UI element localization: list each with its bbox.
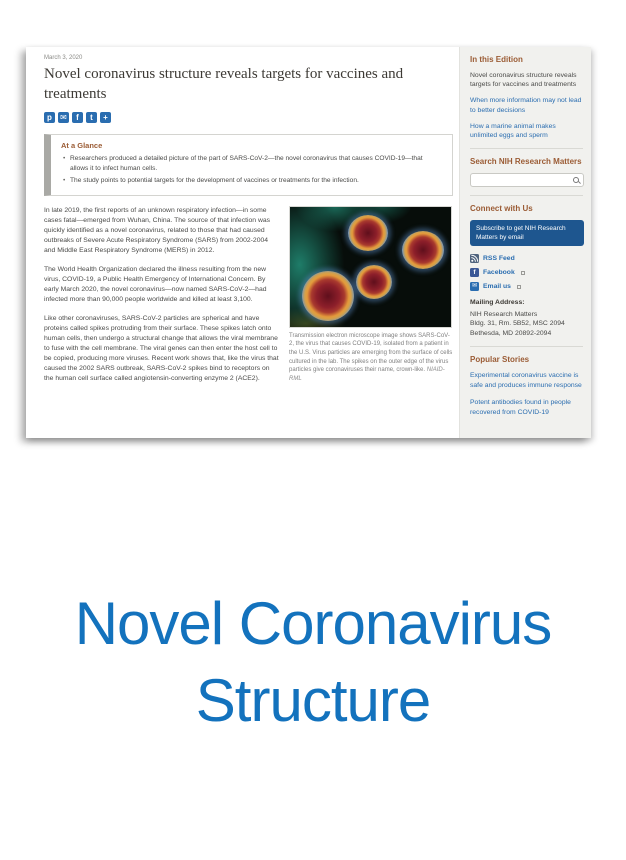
figure-credit: NIAID-RML (289, 367, 445, 383)
external-link-icon (517, 285, 521, 289)
article-figure (289, 206, 453, 394)
email-icon[interactable]: ✉ (58, 112, 69, 123)
figure-caption (289, 332, 453, 384)
sidebar-item-article-link[interactable]: When more information may not lead to better decisions (470, 97, 582, 114)
virus-particle (302, 271, 354, 321)
rss-feed-label: RSS Feed (483, 255, 515, 263)
virus-particle (356, 265, 392, 299)
mailing-address-heading: Mailing Address: (470, 299, 525, 307)
subscribe-button[interactable]: Subscribe to get NIH Research Matters by email (470, 220, 584, 246)
sidebar-item-article-link[interactable]: How a marine animal makes unlimited eggs and sperm (470, 122, 556, 139)
article-title: Novel coronavirus structure reveals targets for vaccines and treatments (44, 66, 404, 102)
popular-stories-heading: Popular Stories (470, 355, 530, 365)
sars-cov-2-micrograph-image (289, 206, 452, 328)
slide-title-line1: Novel Coronavirus (74, 590, 552, 657)
virus-particle (348, 215, 388, 251)
sidebar-divider (470, 346, 583, 347)
slide-title-line2: Structure (195, 667, 431, 734)
facebook-link[interactable] (470, 268, 583, 277)
article-page-screenshot (26, 47, 591, 438)
sidebar (459, 47, 591, 438)
article-body (44, 206, 453, 394)
article-paragraph: The World Health Organization declared the illness resulting from the new virus, COVID-19, a Public Health Emergency of International Concern. By early March 2020, the novel coronavirus—now named SARS-CoV-2—had infected more than 90,000 people worldwide and killed at least 3,100. (44, 265, 267, 304)
mailing-address-line: Bldg. 31, Rm. 5B52, MSC 2094 (470, 320, 565, 328)
search-input[interactable] (471, 180, 583, 192)
search-icon[interactable] (573, 177, 579, 183)
search-heading: Search NIH Research Matters (470, 157, 582, 167)
share-toolbar (44, 112, 453, 123)
facebook-icon: f (470, 268, 479, 277)
popular-story-link[interactable]: Experimental coronavirus vaccine is safe and produces immune response (470, 372, 582, 389)
article-paragraph: In late 2019, the first reports of an unknown respiratory infection—in some cases fatal—emerged from Wuhan, China. The source of that infection was quickly identified as a novel coronavirus, related to those that had caused outbreaks of Severe Acute Respiratory Syndrome (SARS) from 2002-2004 and Middle East Respiratory Syndrome (MERS) in 2012. (44, 206, 271, 254)
email-us-label: Email us (483, 283, 511, 291)
mailing-address-line: NIH Research Matters (470, 310, 538, 318)
at-a-glance-heading: At a Glance (61, 141, 103, 150)
virus-particle (402, 231, 444, 269)
external-link-icon (521, 271, 525, 275)
at-a-glance-box (44, 134, 453, 196)
twitter-icon[interactable]: t (86, 112, 97, 123)
at-a-glance-bullet: • Researchers produced a detailed picture of the part of SARS-CoV-2—the novel coronavirus that causes COVID-19—that allows it to infect human cells. (61, 154, 442, 174)
figure-caption-text: Transmission electron microscope image shows SARS-CoV-2, the virus that causes COVID-19, isolated from a patient in the U.S. Virus particles are emerging from the surface of cells cultured in the lab. The spikes on the outer edge of the virus particles give coronaviruses their name, crown-like. (289, 332, 453, 374)
email-icon: ✉ (471, 283, 478, 290)
at-a-glance-list (61, 154, 442, 186)
rss-feed-link[interactable] (470, 254, 583, 263)
mailing-address-line: Bethesda, MD 20892-2094 (470, 329, 552, 337)
sidebar-item-current-article: Novel coronavirus structure reveals targets for vaccines and treatments (470, 72, 577, 89)
at-a-glance-bullet: • The study points to potential targets for the development of vaccines or treatments for the infection. (61, 176, 442, 186)
article-date: March 3, 2020 (44, 55, 83, 61)
facebook-icon[interactable]: f (72, 112, 83, 123)
share-plus-icon[interactable]: + (100, 112, 111, 123)
pinterest-icon[interactable]: p (44, 112, 55, 123)
article-main-column (26, 47, 459, 438)
connect-heading: Connect with Us (470, 204, 533, 214)
in-this-edition-heading: In this Edition (470, 55, 523, 64)
mailing-address (470, 298, 583, 338)
popular-story-link[interactable]: Potent antibodies found in people recovered from COVID-19 (470, 399, 571, 416)
article-text-column (44, 206, 280, 394)
article-paragraph: Like other coronaviruses, SARS-CoV-2 particles are spherical and have proteins called spikes protruding from their surface. These spikes latch onto human cells, then undergo a structural change that allows the viral membrane to fuse with the cell membrane. The viral genes can then enter the host cell to be copied, producing more viruses. Recent work shows that, like the virus that caused the 2002 SARS outbreak, SARS-CoV-2 spikes bind to receptors on the human cell surface called angiotensin-converting enzyme 2 (ACE2). (44, 315, 279, 383)
rss-icon (470, 254, 479, 263)
facebook-label: Facebook (483, 269, 515, 277)
slide-title (0, 585, 626, 739)
search-box (470, 173, 584, 187)
sidebar-divider (470, 148, 583, 149)
email-us-link[interactable] (470, 282, 583, 291)
sidebar-divider (470, 195, 583, 196)
